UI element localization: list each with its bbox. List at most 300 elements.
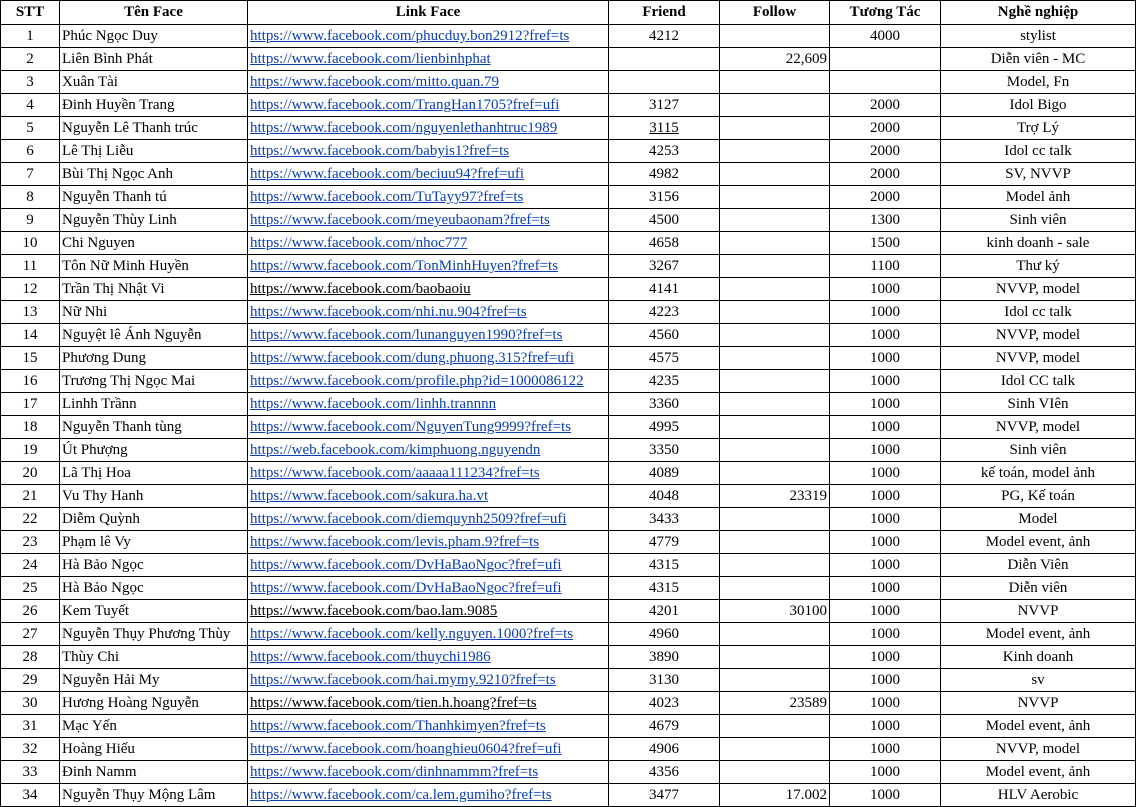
cell-job: Idol cc talk (941, 140, 1136, 163)
cell-stt: 17 (1, 393, 60, 416)
cell-job: SV, NVVP (941, 163, 1136, 186)
cell-interaction: 1000 (830, 692, 941, 715)
cell-friend (609, 71, 720, 94)
cell-name: Phúc Ngọc Duy (60, 25, 248, 48)
table-row (1, 738, 1136, 761)
cell-interaction: 1000 (830, 554, 941, 577)
cell-interaction: 1000 (830, 738, 941, 761)
cell-interaction: 2000 (830, 163, 941, 186)
table-row (1, 140, 1136, 163)
cell-link (248, 761, 609, 784)
cell-interaction: 1000 (830, 347, 941, 370)
cell-job: Diễn Viên (941, 554, 1136, 577)
cell-interaction: 1000 (830, 370, 941, 393)
cell-stt: 10 (1, 232, 60, 255)
cell-friend: 4356 (609, 761, 720, 784)
cell-stt: 24 (1, 554, 60, 577)
cell-link (248, 117, 609, 140)
cell-name: Nguyễn Thụy Mộng Lâm (60, 784, 248, 807)
facebook-link[interactable]: https://www.facebook.com/lienbinhphat (250, 51, 491, 67)
cell-name: Nguyễn Lê Thanh trúc (60, 117, 248, 140)
cell-stt: 25 (1, 577, 60, 600)
header-link: Link Face (248, 1, 609, 25)
cell-name: Nguyễn Thanh tú (60, 186, 248, 209)
cell-job: Idol cc talk (941, 301, 1136, 324)
table-row (1, 577, 1136, 600)
cell-job: Thư ký (941, 255, 1136, 278)
cell-link (248, 531, 609, 554)
cell-stt: 19 (1, 439, 60, 462)
facebook-link[interactable]: https://www.facebook.com/diemquynh2509?fref=ufi (250, 511, 567, 527)
cell-job: Sinh viên (941, 439, 1136, 462)
cell-job: Model event, ảnh (941, 623, 1136, 646)
facebook-link[interactable]: https://www.facebook.com/nhoc777 (250, 235, 468, 251)
cell-friend: 4212 (609, 25, 720, 48)
cell-interaction: 1000 (830, 669, 941, 692)
cell-interaction: 1000 (830, 577, 941, 600)
cell-follow (720, 623, 830, 646)
cell-link (248, 646, 609, 669)
cell-name: Tôn Nữ Minh Huyền (60, 255, 248, 278)
cell-friend: 3433 (609, 508, 720, 531)
cell-stt: 23 (1, 531, 60, 554)
cell-link (248, 416, 609, 439)
cell-stt: 13 (1, 301, 60, 324)
cell-stt: 9 (1, 209, 60, 232)
table-row (1, 71, 1136, 94)
cell-stt: 20 (1, 462, 60, 485)
cell-link (248, 577, 609, 600)
cell-follow (720, 761, 830, 784)
cell-interaction: 1000 (830, 784, 941, 807)
facebook-link[interactable]: https://www.facebook.com/mitto.quan.79 (250, 74, 499, 90)
table-row (1, 531, 1136, 554)
cell-job: Kinh doanh (941, 646, 1136, 669)
cell-friend: 4658 (609, 232, 720, 255)
cell-interaction: 1300 (830, 209, 941, 232)
table-row (1, 163, 1136, 186)
cell-stt: 31 (1, 715, 60, 738)
cell-link (248, 347, 609, 370)
cell-friend: 4960 (609, 623, 720, 646)
cell-follow (720, 140, 830, 163)
table-row (1, 117, 1136, 140)
cell-link (248, 71, 609, 94)
cell-friend: 3360 (609, 393, 720, 416)
cell-interaction: 1000 (830, 462, 941, 485)
cell-name: Chi Nguyen (60, 232, 248, 255)
cell-name: Xuân Tài (60, 71, 248, 94)
cell-interaction: 1000 (830, 623, 941, 646)
cell-interaction: 1000 (830, 278, 941, 301)
table-row (1, 485, 1136, 508)
cell-name: Hoàng Hiếu (60, 738, 248, 761)
table-row (1, 600, 1136, 623)
cell-follow: 23319 (720, 485, 830, 508)
facebook-link[interactable]: https://www.facebook.com/DvHaBaoNgoc?fref=ufi (250, 557, 562, 573)
facebook-link[interactable]: https://www.facebook.com/aaaaa111234?fref=ts (250, 465, 540, 481)
table-row (1, 25, 1136, 48)
cell-job: Trợ Lý (941, 117, 1136, 140)
cell-job: Diễn viên - MC (941, 48, 1136, 71)
cell-friend: 3350 (609, 439, 720, 462)
header-stt: STT (1, 1, 60, 25)
cell-link (248, 623, 609, 646)
cell-follow (720, 71, 830, 94)
cell-stt: 30 (1, 692, 60, 715)
cell-interaction: 1100 (830, 255, 941, 278)
table-row (1, 255, 1136, 278)
cell-link (248, 48, 609, 71)
cell-follow (720, 370, 830, 393)
cell-name: Nữ Nhi (60, 301, 248, 324)
facebook-link[interactable]: https://www.facebook.com/beciuu94?fref=ufi (250, 166, 525, 182)
table-row (1, 232, 1136, 255)
cell-follow (720, 25, 830, 48)
cell-friend: 4779 (609, 531, 720, 554)
table-row (1, 48, 1136, 71)
cell-friend: 4048 (609, 485, 720, 508)
cell-stt: 16 (1, 370, 60, 393)
cell-follow (720, 554, 830, 577)
cell-friend: 4141 (609, 278, 720, 301)
cell-job: NVVP, model (941, 324, 1136, 347)
cell-job: kế toán, model ảnh (941, 462, 1136, 485)
cell-job: NVVP (941, 692, 1136, 715)
cell-name: Hà Bảo Ngọc (60, 577, 248, 600)
cell-interaction: 2000 (830, 94, 941, 117)
cell-follow (720, 738, 830, 761)
cell-stt: 11 (1, 255, 60, 278)
facebook-link[interactable]: https://www.facebook.com/TrangHan1705?fref=ufi (250, 97, 560, 113)
cell-job: HLV Aerobic (941, 784, 1136, 807)
cell-stt: 3 (1, 71, 60, 94)
facebook-link[interactable]: https://www.facebook.com/bao.lam.9085 (250, 603, 498, 619)
cell-stt: 29 (1, 669, 60, 692)
cell-name: Mạc Yến (60, 715, 248, 738)
cell-interaction: 4000 (830, 25, 941, 48)
table-row (1, 646, 1136, 669)
cell-name: Hương Hoàng Nguyễn (60, 692, 248, 715)
facebook-link[interactable]: https://www.facebook.com/linhh.trannnn (250, 396, 497, 412)
header-interaction: Tương Tác (830, 1, 941, 25)
cell-friend: 4315 (609, 577, 720, 600)
table-row (1, 554, 1136, 577)
cell-follow (720, 646, 830, 669)
cell-follow: 17.002 (720, 784, 830, 807)
header-job: Nghề nghiệp (941, 1, 1136, 25)
cell-name: Thùy Chi (60, 646, 248, 669)
cell-friend: 3267 (609, 255, 720, 278)
header-row (1, 1, 1136, 25)
cell-link (248, 784, 609, 807)
cell-job: Idol Bigo (941, 94, 1136, 117)
cell-name: Hà Bảo Ngọc (60, 554, 248, 577)
cell-link (248, 163, 609, 186)
table-row (1, 370, 1136, 393)
table-row (1, 416, 1136, 439)
header-name: Tên Face (60, 1, 248, 25)
cell-follow: 30100 (720, 600, 830, 623)
cell-link (248, 25, 609, 48)
cell-name: Phạm lê Vy (60, 531, 248, 554)
table-body (1, 25, 1136, 807)
cell-friend: 4575 (609, 347, 720, 370)
table-row (1, 347, 1136, 370)
table-row (1, 623, 1136, 646)
table-row (1, 301, 1136, 324)
cell-friend: 3477 (609, 784, 720, 807)
cell-name: Nguyễn Thụy Phương Thùy (60, 623, 248, 646)
facebook-link[interactable]: https://www.facebook.com/DvHaBaoNgoc?fref=ufi (250, 580, 562, 596)
cell-friend: 4315 (609, 554, 720, 577)
facebook-link[interactable]: https://web.facebook.com/kimphuong.nguyendn (250, 442, 541, 458)
header-friend: Friend (609, 1, 720, 25)
table-row (1, 186, 1136, 209)
cell-friend: 3156 (609, 186, 720, 209)
facebook-link[interactable]: https://www.facebook.com/NguyenTung9999?fref=ts (250, 419, 572, 435)
cell-interaction: 1000 (830, 531, 941, 554)
cell-interaction: 2000 (830, 140, 941, 163)
cell-job: stylist (941, 25, 1136, 48)
friend-value: 3115 (649, 120, 679, 136)
cell-stt: 18 (1, 416, 60, 439)
cell-interaction: 1000 (830, 508, 941, 531)
cell-stt: 27 (1, 623, 60, 646)
cell-interaction: 1000 (830, 416, 941, 439)
cell-job: PG, Kế toán (941, 485, 1136, 508)
cell-link (248, 301, 609, 324)
cell-stt: 4 (1, 94, 60, 117)
table-row (1, 784, 1136, 807)
cell-link (248, 508, 609, 531)
cell-link (248, 255, 609, 278)
facebook-link[interactable]: https://www.facebook.com/dung.phuong.315?fref=ufi (250, 350, 575, 366)
cell-follow (720, 531, 830, 554)
cell-stt: 33 (1, 761, 60, 784)
cell-friend: 4995 (609, 416, 720, 439)
cell-name: Lã Thị Hoa (60, 462, 248, 485)
facebook-link[interactable]: https://www.facebook.com/hai.mymy.9210?fref=ts (250, 672, 556, 688)
cell-name: Bùi Thị Ngọc Anh (60, 163, 248, 186)
cell-follow: 22,609 (720, 48, 830, 71)
cell-link (248, 140, 609, 163)
cell-interaction: 1000 (830, 485, 941, 508)
cell-stt: 26 (1, 600, 60, 623)
cell-friend: 3130 (609, 669, 720, 692)
cell-job: Idol CC talk (941, 370, 1136, 393)
cell-name: Đinh Namm (60, 761, 248, 784)
cell-name: Trương Thị Ngọc Mai (60, 370, 248, 393)
table-row (1, 508, 1136, 531)
cell-interaction: 1500 (830, 232, 941, 255)
cell-stt: 15 (1, 347, 60, 370)
cell-job: Sinh VIên (941, 393, 1136, 416)
facebook-link[interactable]: https://www.facebook.com/meyeubaonam?fref=ts (250, 212, 550, 228)
facebook-link[interactable]: https://www.facebook.com/lunanguyen1990?fref=ts (250, 327, 563, 343)
cell-name: Nguyễn Thanh tùng (60, 416, 248, 439)
facebook-link[interactable]: https://www.facebook.com/tien.h.hoang?fref=ts (250, 695, 537, 711)
facebook-link[interactable]: https://www.facebook.com/dinhnammm?fref=ts (250, 764, 539, 780)
cell-job: Model ảnh (941, 186, 1136, 209)
cell-friend: 4500 (609, 209, 720, 232)
cell-link (248, 715, 609, 738)
cell-follow (720, 94, 830, 117)
cell-interaction: 1000 (830, 324, 941, 347)
facebook-link[interactable]: https://www.facebook.com/kelly.nguyen.1000?fref=ts (250, 626, 574, 642)
table-row (1, 692, 1136, 715)
cell-stt: 1 (1, 25, 60, 48)
cell-follow (720, 669, 830, 692)
cell-job: NVVP (941, 600, 1136, 623)
cell-stt: 8 (1, 186, 60, 209)
cell-interaction: 1000 (830, 646, 941, 669)
cell-name: Lê Thị Liễu (60, 140, 248, 163)
cell-link (248, 232, 609, 255)
table-row (1, 439, 1136, 462)
cell-name: Đinh Huyền Trang (60, 94, 248, 117)
cell-friend: 3127 (609, 94, 720, 117)
cell-interaction (830, 71, 941, 94)
cell-follow (720, 715, 830, 738)
cell-link (248, 209, 609, 232)
cell-job: Sinh viên (941, 209, 1136, 232)
cell-follow (720, 278, 830, 301)
cell-stt: 28 (1, 646, 60, 669)
cell-job: NVVP, model (941, 278, 1136, 301)
cell-link (248, 485, 609, 508)
cell-follow (720, 577, 830, 600)
cell-friend: 4089 (609, 462, 720, 485)
cell-stt: 12 (1, 278, 60, 301)
cell-job: sv (941, 669, 1136, 692)
facebook-link[interactable]: https://www.facebook.com/nhi.nu.904?fref=ts (250, 304, 527, 320)
cell-job: Model event, ảnh (941, 531, 1136, 554)
table-row (1, 462, 1136, 485)
cell-stt: 14 (1, 324, 60, 347)
cell-link (248, 393, 609, 416)
cell-follow (720, 393, 830, 416)
cell-stt: 32 (1, 738, 60, 761)
cell-follow (720, 117, 830, 140)
cell-follow (720, 186, 830, 209)
cell-name: Liên Bình Phát (60, 48, 248, 71)
cell-friend: 4235 (609, 370, 720, 393)
cell-name: Kem Tuyết (60, 600, 248, 623)
table-row (1, 209, 1136, 232)
cell-name: Nguyệt lê Ánh Nguyễn (60, 324, 248, 347)
table-row (1, 669, 1136, 692)
facebook-link[interactable]: https://www.facebook.com/sakura.ha.vt (250, 488, 489, 504)
cell-stt: 2 (1, 48, 60, 71)
cell-follow (720, 462, 830, 485)
cell-stt: 21 (1, 485, 60, 508)
cell-job: NVVP, model (941, 347, 1136, 370)
cell-stt: 22 (1, 508, 60, 531)
facebook-link[interactable]: https://www.facebook.com/Thanhkimyen?fref=ts (250, 718, 546, 734)
cell-link (248, 439, 609, 462)
facebook-link[interactable]: https://www.facebook.com/profile.php?id=1000086122 (250, 373, 584, 389)
cell-link (248, 186, 609, 209)
facebook-link[interactable]: https://www.facebook.com/TonMinhHuyen?fref=ts (250, 258, 559, 274)
facebook-link[interactable]: https://www.facebook.com/nguyenlethanhtruc1989 (250, 120, 558, 136)
cell-interaction: 1000 (830, 439, 941, 462)
cell-friend: 4679 (609, 715, 720, 738)
cell-name: Phương Dung (60, 347, 248, 370)
cell-link (248, 600, 609, 623)
cell-follow (720, 347, 830, 370)
facebook-link[interactable]: https://www.facebook.com/thuychi1986 (250, 649, 491, 665)
cell-interaction: 2000 (830, 117, 941, 140)
cell-interaction: 2000 (830, 186, 941, 209)
cell-job: Model, Fn (941, 71, 1136, 94)
cell-friend: 4223 (609, 301, 720, 324)
cell-follow (720, 508, 830, 531)
cell-follow (720, 209, 830, 232)
cell-stt: 34 (1, 784, 60, 807)
cell-link (248, 462, 609, 485)
cell-interaction: 1000 (830, 393, 941, 416)
cell-link (248, 554, 609, 577)
facebook-link[interactable]: https://www.facebook.com/phucduy.bon2912?fref=ts (250, 28, 570, 44)
cell-follow (720, 439, 830, 462)
cell-interaction: 1000 (830, 301, 941, 324)
cell-friend: 4253 (609, 140, 720, 163)
cell-link (248, 324, 609, 347)
cell-name: Linhh Trầnn (60, 393, 248, 416)
cell-job: Model event, ảnh (941, 761, 1136, 784)
cell-follow (720, 255, 830, 278)
cell-name: Út Phượng (60, 439, 248, 462)
cell-link (248, 278, 609, 301)
table-row (1, 715, 1136, 738)
facebook-link[interactable]: https://www.facebook.com/ca.lem.gumiho?fref=ts (250, 787, 552, 803)
cell-interaction: 1000 (830, 761, 941, 784)
table-row (1, 94, 1136, 117)
cell-job: Model event, ảnh (941, 715, 1136, 738)
table-row (1, 278, 1136, 301)
facebook-link[interactable]: https://www.facebook.com/TuTayy97?fref=ts (250, 189, 524, 205)
header-follow: Follow (720, 1, 830, 25)
cell-job: NVVP, model (941, 416, 1136, 439)
facebook-link[interactable]: https://www.facebook.com/babyis1?fref=ts (250, 143, 510, 159)
cell-job: Diễn viên (941, 577, 1136, 600)
cell-interaction: 1000 (830, 600, 941, 623)
cell-stt: 7 (1, 163, 60, 186)
cell-friend: 3890 (609, 646, 720, 669)
facebook-link[interactable]: https://www.facebook.com/baobaoiu (250, 281, 471, 297)
cell-stt: 6 (1, 140, 60, 163)
cell-interaction (830, 48, 941, 71)
cell-name: Trần Thị Nhật Vi (60, 278, 248, 301)
facebook-link[interactable]: https://www.facebook.com/levis.pham.9?fref=ts (250, 534, 540, 550)
cell-name: Vu Thy Hanh (60, 485, 248, 508)
facebook-link[interactable]: https://www.facebook.com/hoanghieu0604?fref=ufi (250, 741, 562, 757)
cell-follow (720, 232, 830, 255)
cell-interaction: 1000 (830, 715, 941, 738)
cell-follow: 23589 (720, 692, 830, 715)
cell-friend (609, 48, 720, 71)
cell-friend: 4023 (609, 692, 720, 715)
cell-friend: 4906 (609, 738, 720, 761)
cell-name: Nguyễn Hải My (60, 669, 248, 692)
cell-name: Diễm Quỳnh (60, 508, 248, 531)
cell-link (248, 94, 609, 117)
cell-follow (720, 301, 830, 324)
cell-job: NVVP, model (941, 738, 1136, 761)
cell-friend: 4560 (609, 324, 720, 347)
table-row (1, 761, 1136, 784)
